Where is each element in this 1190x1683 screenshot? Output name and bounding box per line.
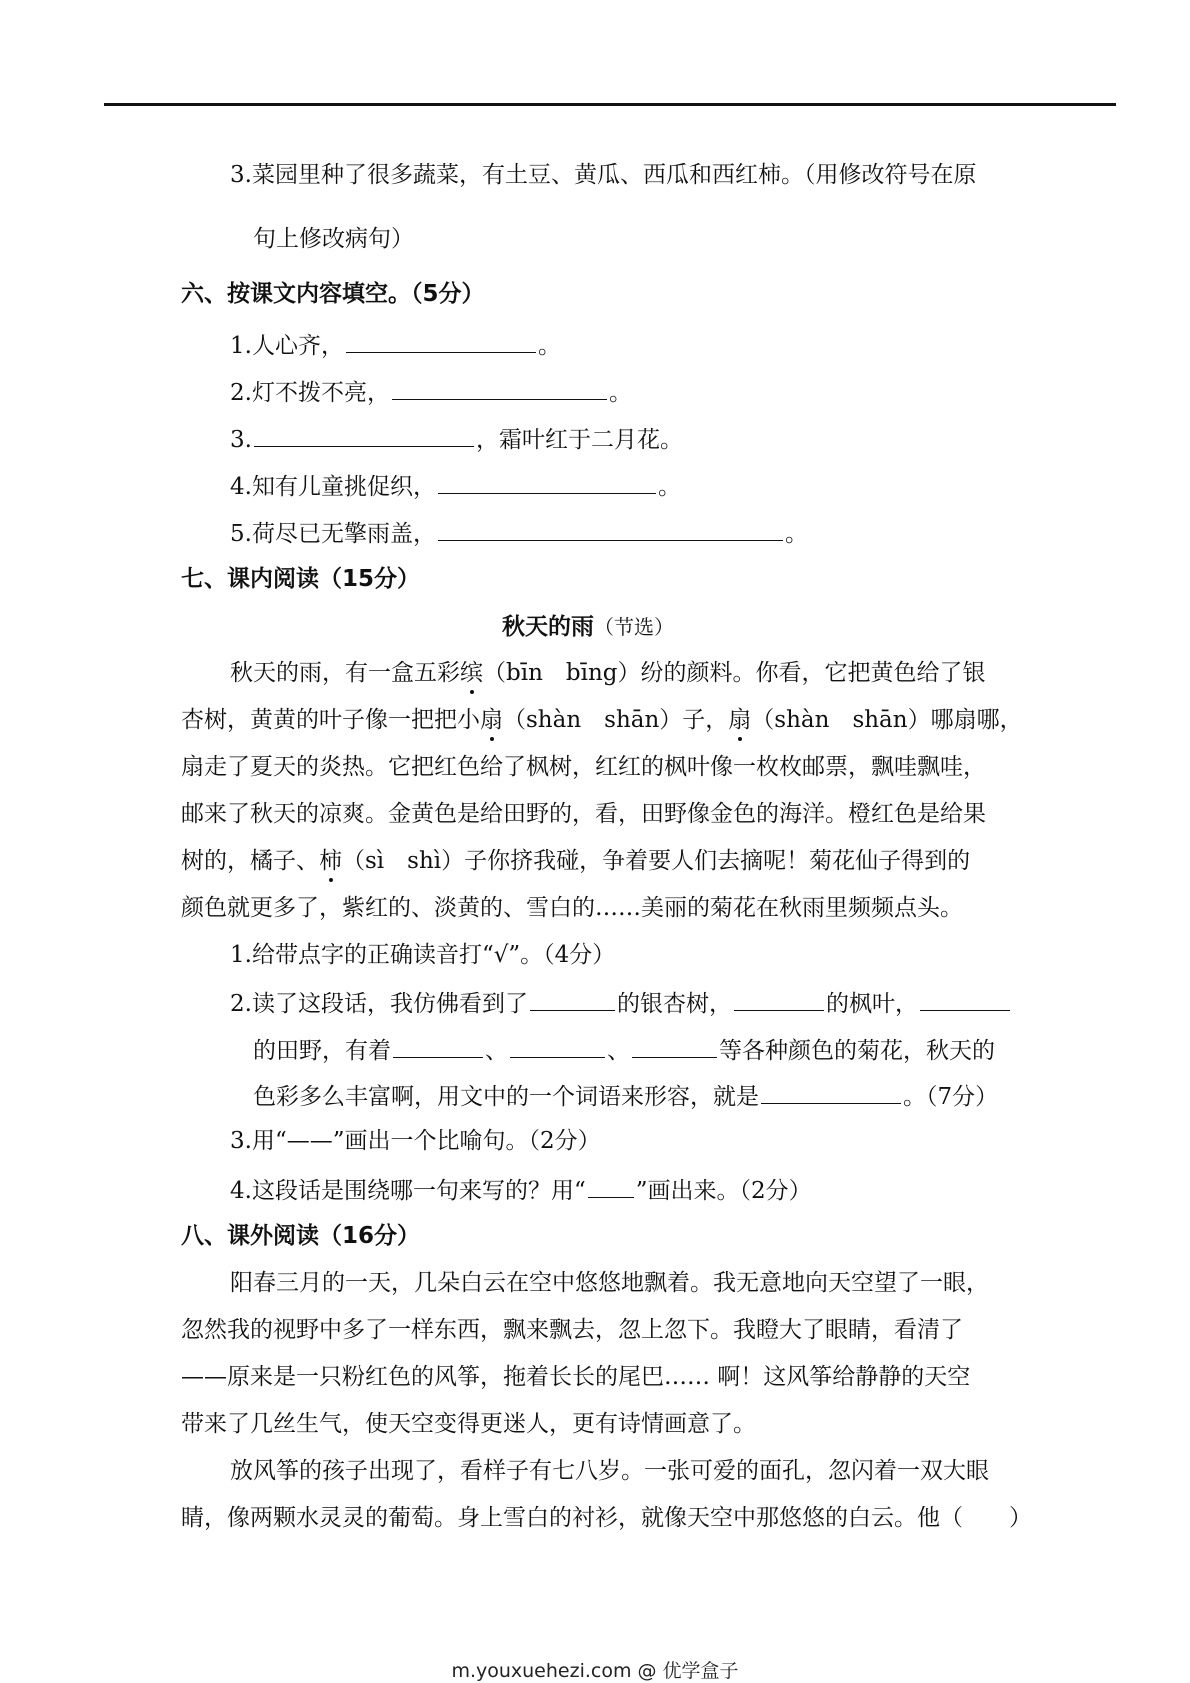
text: ”画出来。（2分）: [635, 1178, 812, 1204]
ext-line-5: 放风筝的孩子出现了，看样子有七八岁。一张可爱的面孔，忽闪着一双大眼: [230, 1458, 989, 1484]
passage-line-3: 扇走了夏天的炎热。它把红色给了枫树，红红的枫叶像一枚枚邮票，飘哇飘哇，: [181, 754, 986, 780]
q5-item3-line1: 3.菜园里种了很多蔬菜，有土豆、黄瓜、西瓜和西红柿。（用修改符号在原: [230, 162, 977, 188]
ext-line-1: 阳春三月的一天，几朵白云在空中悠悠地飘着。我无意地向天空望了一眼，: [230, 1270, 989, 1296]
ext-line-3: ——原来是一只粉红色的风筝，拖着长长的尾巴…… 啊！这风筝给静静的天空: [181, 1364, 971, 1390]
text: 、: [607, 1038, 630, 1064]
footer-source: m.youxuehezi.com @ 优学盒子: [451, 1660, 739, 1682]
text: 秋天的雨，有一盒五彩: [230, 660, 460, 686]
reading-q2-line1: [230, 986, 1012, 1019]
fill-item-4-suffix: 。: [657, 474, 681, 500]
reading-q2-line3: [253, 1079, 998, 1112]
dotted-char-bin: 缤: [460, 660, 483, 686]
dotted-char-shan-2: 扇: [728, 707, 752, 733]
section-7-heading: 七、课内阅读（15分）: [181, 566, 421, 592]
reading-q2-line2: [253, 1033, 995, 1066]
fill-item-2-suffix: 。: [608, 380, 632, 406]
fill-item-3: [230, 422, 683, 455]
q2-blank-3[interactable]: [920, 986, 1010, 1011]
q2-blank-5[interactable]: [510, 1033, 605, 1058]
q2-blank-2[interactable]: [734, 986, 824, 1011]
text: 色彩多么丰富啊，用文中的一个词语来形容，就是: [253, 1084, 759, 1110]
text: （sì shì）子你挤我碰，争着要人们去摘呢！菊花仙子得到的: [342, 848, 971, 874]
q5-item3-line2: 句上修改病句）: [253, 226, 414, 252]
text: 的银杏树，: [616, 991, 732, 1017]
passage-line-4: 邮来了秋天的凉爽。金黄色是给田野的，看，田野像金色的海洋。橙红色是给果: [181, 801, 986, 827]
text: 、: [485, 1038, 508, 1064]
text: （shàn shān）哪扇哪，: [751, 707, 1023, 733]
fill-item-5: [230, 516, 808, 549]
text: 的田野，有着: [253, 1038, 391, 1064]
fill-blank-5[interactable]: [438, 516, 783, 541]
fill-item-5-suffix: 。: [784, 521, 808, 547]
fill-item-3-prefix: 3.: [230, 427, 252, 453]
passage-line-1: [230, 658, 986, 688]
dotted-char-shi: 柿: [319, 848, 342, 874]
reading-q1: 1.给带点字的正确读音打“√”。（4分）: [230, 942, 616, 968]
fill-item-1-prefix: 1.人心齐，: [230, 333, 344, 359]
text: 4.这段话是围绕哪一句来写的？用“: [230, 1178, 586, 1204]
passage-title: [502, 612, 674, 642]
fill-blank-3[interactable]: [254, 422, 474, 447]
fill-blank-1[interactable]: [346, 328, 536, 353]
text: （shàn shān）子，: [503, 707, 729, 733]
passage-title-note: （节选）: [594, 615, 674, 639]
passage-title-text: 秋天的雨: [502, 614, 594, 640]
fill-item-1: [230, 328, 561, 361]
passage-line-5: [181, 846, 970, 876]
ext-line-2: 忽然我的视野中多了一样东西，飘来飘去，忽上忽下。我瞪大了眼睛，看清了: [181, 1317, 963, 1343]
top-rule: [104, 103, 1116, 106]
fill-item-5-prefix: 5.荷尽已无擎雨盖，: [230, 521, 436, 547]
ext-line-4: 带来了几丝生气，使天空变得更迷人，更有诗情画意了。: [181, 1411, 756, 1437]
reading-q3: 3.用“——”画出一个比喻句。（2分）: [230, 1128, 601, 1154]
fill-item-4: [230, 469, 681, 502]
q2-blank-6[interactable]: [632, 1033, 717, 1058]
reading-q4: [230, 1173, 812, 1206]
fill-blank-2[interactable]: [392, 375, 607, 400]
q2-blank-7[interactable]: [761, 1079, 901, 1104]
text: 2.读了这段话，我仿佛看到了: [230, 991, 528, 1017]
text: 树的，橘子、: [181, 848, 319, 874]
ext-line-6: 睛，像两颗水灵灵的葡萄。身上雪白的衬衫，就像天空中那悠悠的白云。他（ ）: [181, 1505, 1032, 1531]
fill-item-4-prefix: 4.知有儿童挑促织，: [230, 474, 436, 500]
fill-item-1-suffix: 。: [537, 333, 561, 359]
section-6-heading: 六、按课文内容填空。（5分）: [181, 281, 485, 307]
q2-blank-4[interactable]: [393, 1033, 483, 1058]
q4-underline-sample: [588, 1173, 634, 1198]
q2-blank-1[interactable]: [530, 986, 615, 1011]
passage-line-6: 颜色就更多了，紫红的、淡黄的、雪白的……美丽的菊花在秋雨里频频点头。: [181, 895, 963, 921]
fill-item-2: [230, 375, 632, 408]
passage-line-2: [181, 705, 1023, 735]
text: 的枫叶，: [825, 991, 918, 1017]
text: （bīn bīng）纷的颜料。你看，它把黄色给了银: [483, 660, 986, 686]
text: 。（7分）: [903, 1084, 999, 1110]
fill-item-2-prefix: 2.灯不拨不亮，: [230, 380, 390, 406]
text: 等各种颜色的菊花，秋天的: [719, 1038, 995, 1064]
section-8-heading: 八、课外阅读（16分）: [181, 1223, 421, 1249]
text: 杏树，黄黄的叶子像一把把小: [181, 707, 480, 733]
fill-item-3-suffix: ，霜叶红于二月花。: [475, 427, 683, 453]
fill-blank-4[interactable]: [438, 469, 656, 494]
dotted-char-shan-1: 扇: [480, 707, 503, 733]
